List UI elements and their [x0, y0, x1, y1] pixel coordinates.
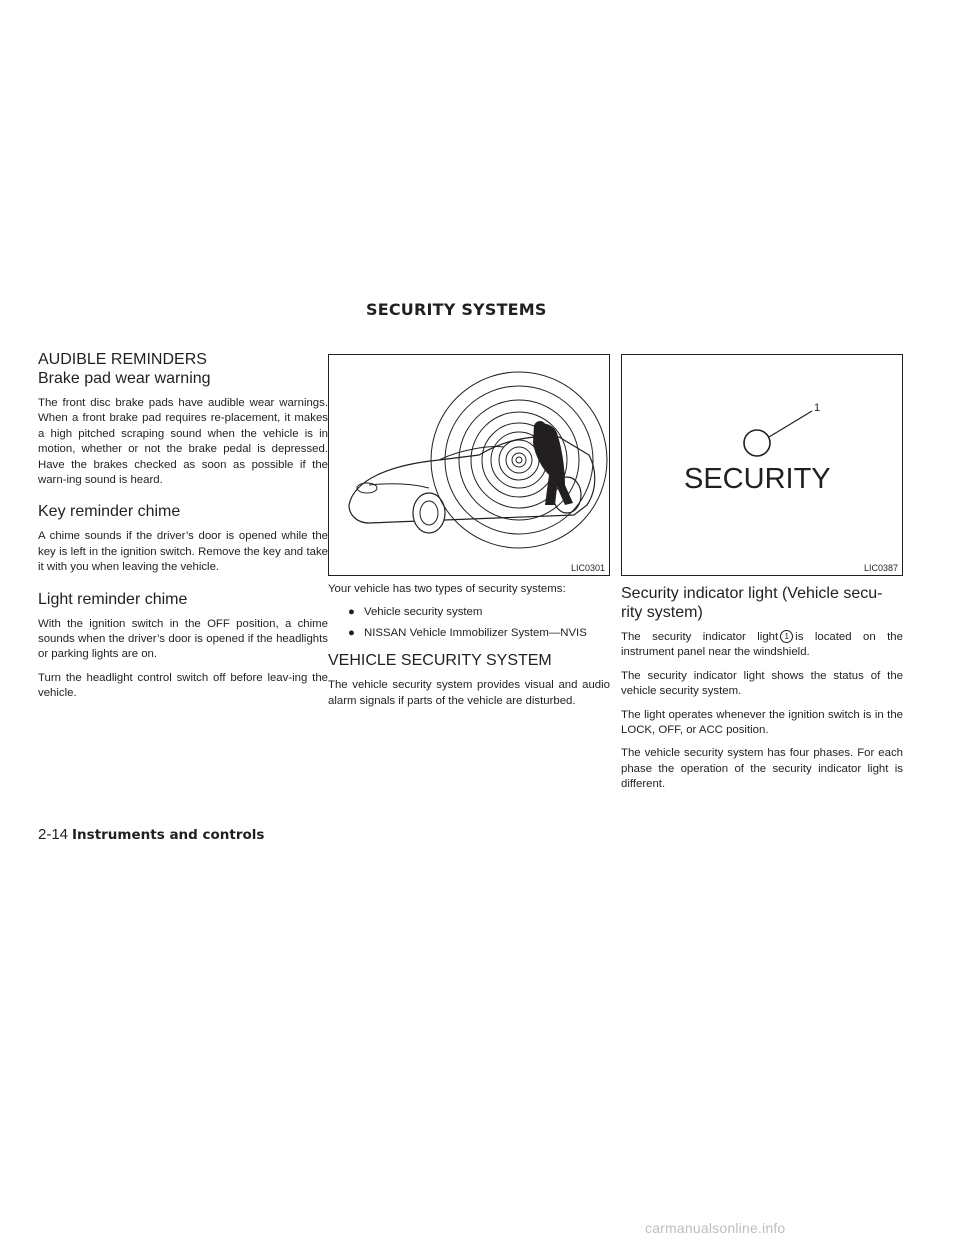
watermark: carmanualsonline.info [645, 1220, 786, 1236]
light-chime-text-1: With the ignition switch in the OFF position, a chime sounds when the driver’s door is opened if the headlights or parking lights are on. [38, 617, 328, 661]
brake-pad-text: The front disc brake pads have audible wear warnings. When a front brake pad requires re-placement, it makes a high pitched scraping sound when the vehicle is in motion, whether or not the brake pedal is depressed. Have the brakes checked as soon as possible if the warn-ing sound is heard. [38, 397, 328, 487]
list-item: ● Vehicle security system [328, 605, 610, 620]
page-number: 2-14 [38, 826, 69, 843]
security-indicator-text-3: The light operates whenever the ignition switch is in the LOCK, OFF, or ACC position. [621, 708, 903, 737]
security-types-intro: Your vehicle has two types of security systems: [328, 583, 566, 595]
light-chime-text-2: Turn the headlight control switch off before leav-ing the vehicle. [38, 671, 328, 700]
security-indicator-text-2: The security indicator light shows the status of the vehicle security system. [621, 669, 903, 698]
vehicle-security-heading: VEHICLE SECURITY SYSTEM [328, 652, 552, 670]
bullet-icon: ● [348, 606, 355, 619]
security-indicator-text-1: The security indicator light 1 is located on the instrument panel near the windshield. [621, 631, 903, 659]
key-chime-text: A chime sounds if the driver’s door is opened while the key is left in the ignition switch. Remove the key and take it with you when leaving the vehicle. [38, 530, 328, 574]
security-label: SECURITY [684, 463, 831, 495]
section-heading: SECURITY SYSTEMS [366, 300, 547, 319]
security-indicator-figure [621, 354, 903, 576]
column-right [621, 354, 903, 801]
brake-pad-heading: Brake pad wear warning [38, 370, 211, 387]
security-light-illustration [622, 355, 902, 575]
chapter-title: Instruments and controls [72, 827, 265, 843]
indicator-light-icon [744, 430, 770, 456]
light-chime-heading: Light reminder chime [38, 590, 188, 608]
page-footer [38, 826, 264, 843]
callout-number: 1 [814, 402, 821, 414]
security-indicator-text-4: The vehicle security system has four phases. For each phase the operation of the security indicator light is different. [621, 747, 903, 791]
security-types-list [328, 605, 610, 641]
column-middle [328, 354, 610, 717]
callout-1-icon: 1 [780, 630, 793, 643]
vehicle-alarm-figure [328, 354, 610, 576]
vehicle-security-text: The vehicle security system provides visual and audio alarm signals if parts of the vehicle are disturbed. [328, 679, 610, 707]
bullet-icon: ● [348, 626, 355, 639]
list-item: ● NISSAN Vehicle Immobilizer System—NVIS [328, 626, 610, 641]
car-alarm-illustration [329, 355, 609, 575]
figure-code: LIC0301 [570, 563, 605, 573]
figure-code: LIC0387 [863, 563, 898, 573]
column-left [38, 350, 328, 710]
audible-reminders-heading: AUDIBLE REMINDERS [38, 351, 207, 368]
key-chime-heading: Key reminder chime [38, 503, 181, 521]
security-indicator-heading: Security indicator light (Vehicle secu-rity system) [621, 585, 883, 621]
